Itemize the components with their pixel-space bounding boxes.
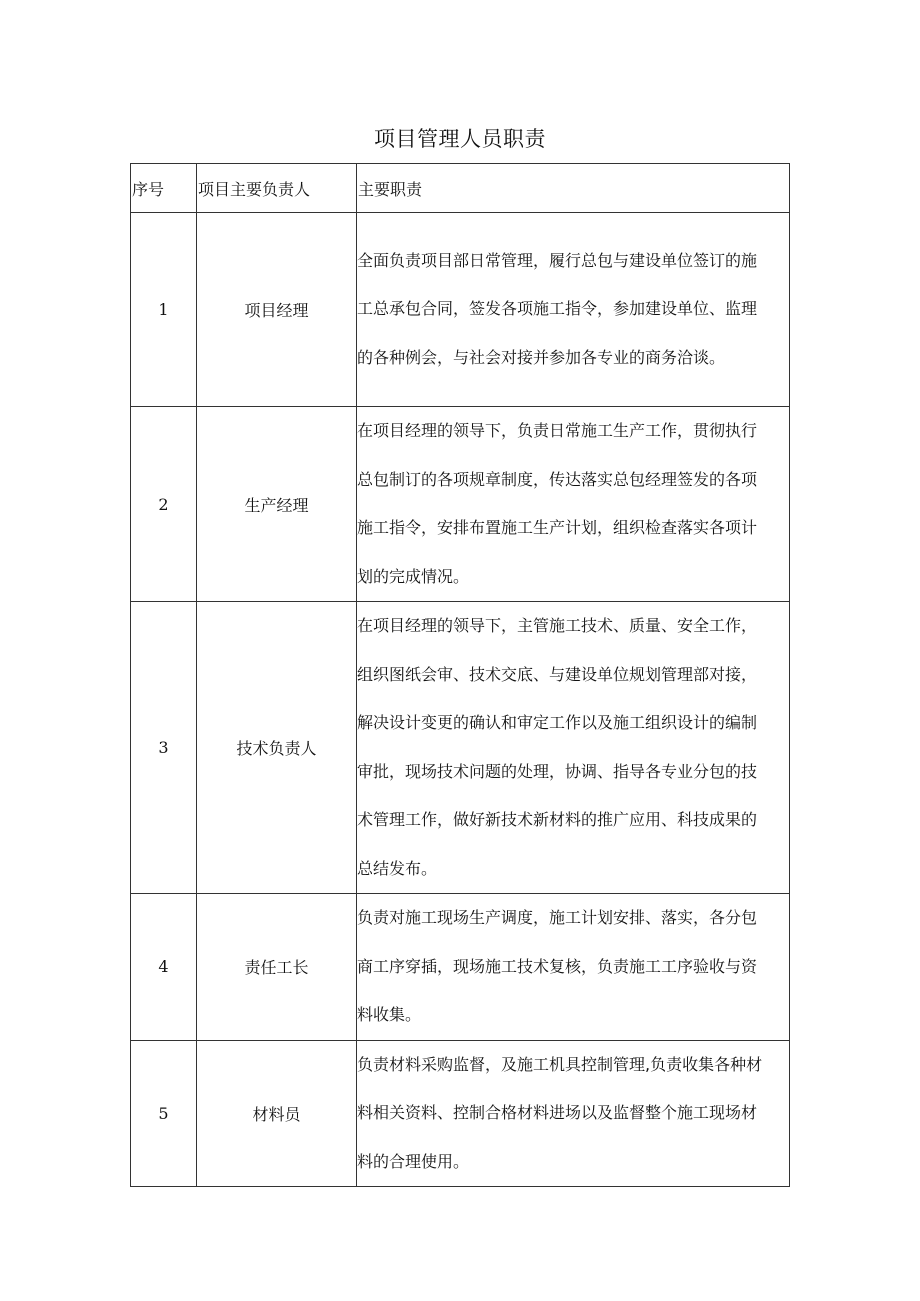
duty-line: 审批，现场技术问题的处理，协调、指导各专业分包的技 xyxy=(357,761,758,781)
table-header-row xyxy=(131,164,790,213)
table-row xyxy=(131,602,790,894)
table-row xyxy=(131,213,790,407)
row-role: 材料员 xyxy=(197,1040,357,1187)
duty-line: 总结发布。 xyxy=(357,858,438,878)
duty-line: 商工序穿插，现场施工技术复核，负责施工工序验收与资 xyxy=(357,956,758,976)
table-row xyxy=(131,407,790,602)
row-duty xyxy=(357,1040,790,1187)
header-duty: 主要职责 xyxy=(357,164,790,213)
duty-line: 组织图纸会审、技术交底、与建设单位规划管理部对接， xyxy=(357,664,758,684)
row-role: 项目经理 xyxy=(197,213,357,407)
row-seq: 3 xyxy=(131,602,197,894)
duty-line: 划的完成情况。 xyxy=(357,566,470,586)
row-role: 生产经理 xyxy=(197,407,357,602)
header-seq: 序号 xyxy=(131,164,197,213)
row-role: 技术负责人 xyxy=(197,602,357,894)
duty-line: 负责对施工现场生产调度，施工计划安排、落实，各分包 xyxy=(357,908,758,927)
duty-line: 负责材料采购监督，及施工机具控制管理,负责收集各种材 xyxy=(357,1054,763,1074)
row-role: 责任工长 xyxy=(197,894,357,1041)
duty-line: 料收集。 xyxy=(357,1005,422,1024)
row-duty xyxy=(357,213,790,407)
row-seq: 2 xyxy=(131,407,197,602)
header-role: 项目主要负责人 xyxy=(197,164,357,213)
row-seq: 4 xyxy=(131,894,197,1041)
duty-line: 料相关资料、控制合格材料进场以及监督整个施工现场材 xyxy=(357,1103,758,1122)
duty-line: 工总承包合同，签发各项施工指令，参加建设单位、监理 xyxy=(357,299,758,319)
duty-line: 料的合理使用。 xyxy=(357,1151,470,1171)
duty-line: 施工指令，安排布置施工生产计划，组织检查落实各项计 xyxy=(357,518,758,537)
responsibility-table xyxy=(130,163,790,1187)
row-duty xyxy=(357,602,790,894)
row-duty xyxy=(357,407,790,602)
row-seq: 1 xyxy=(131,213,197,407)
row-seq: 5 xyxy=(131,1040,197,1187)
duty-line: 解决设计变更的确认和审定工作以及施工组织设计的编制 xyxy=(357,713,758,732)
duty-line: 术管理工作，做好新技术新材料的推广应用、科技成果的 xyxy=(357,810,758,829)
table-row xyxy=(131,1040,790,1187)
table-row xyxy=(131,894,790,1041)
page-title: 项目管理人员职责 xyxy=(374,127,546,151)
duty-line: 全面负责项目部日常管理，履行总包与建设单位签订的施 xyxy=(357,250,758,270)
duty-line: 在项目经理的领导下，负责日常施工生产工作，贯彻执行 xyxy=(357,421,758,440)
row-duty xyxy=(357,894,790,1041)
duty-line: 的各种例会，与社会对接并参加各专业的商务洽谈。 xyxy=(357,347,726,367)
duty-line: 在项目经理的领导下，主管施工技术、质量、安全工作， xyxy=(357,616,758,635)
duty-line: 总包制订的各项规章制度，传达落实总包经理签发的各项 xyxy=(357,469,758,489)
